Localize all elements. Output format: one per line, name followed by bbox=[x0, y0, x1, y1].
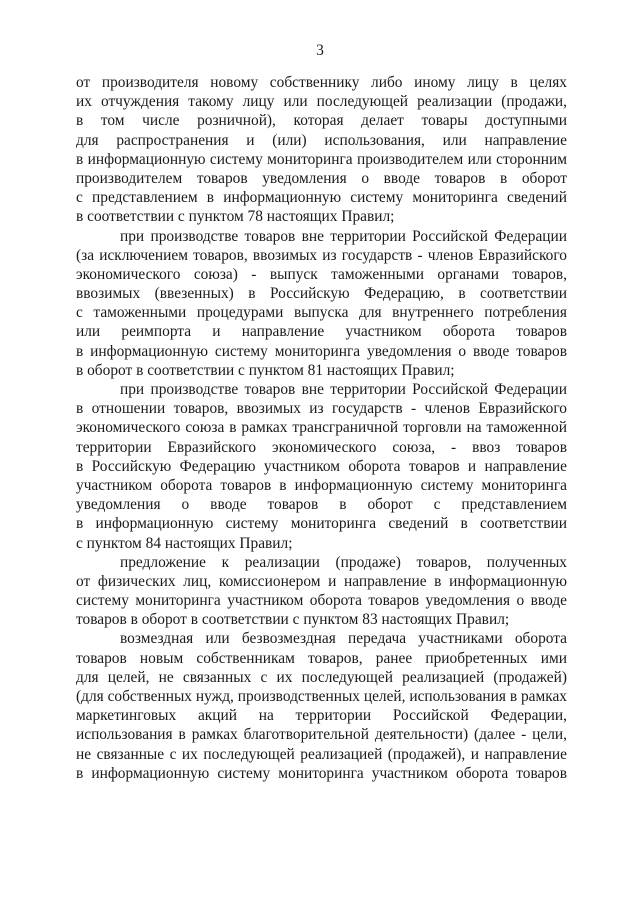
text-line: с таможенными процедурами выпуска для внутреннего потребления bbox=[76, 304, 567, 322]
text-line: в отношении товаров, ввозимых из государств - членов Евразийского bbox=[76, 400, 567, 418]
body-text bbox=[76, 73, 567, 783]
text-line: товаров новым собственникам товаров, ранее приобретенных ими bbox=[76, 649, 567, 667]
text-line: с пунктом 84 настоящих Правил; bbox=[76, 534, 293, 552]
text-line: в соответствии с пунктом 78 настоящих Правил; bbox=[76, 208, 395, 226]
text-line: уведомления о вводе товаров в оборот с представлением bbox=[76, 496, 567, 514]
text-line: товаров в оборот в соответствии с пунктом 83 настоящих Правил; bbox=[76, 611, 510, 629]
text-line: (для собственных нужд, производственных целей, использования в рамках bbox=[76, 688, 567, 705]
text-line: возмездная или безвозмездная передача участниками оборота bbox=[120, 630, 567, 648]
text-line: (за исключением товаров, ввозимых из государств - членов Евразийского bbox=[76, 246, 567, 264]
text-line: в информационную систему мониторинга сведений в соответствии bbox=[76, 515, 567, 533]
text-line: производителем товаров уведомления о вводе товаров в оборот bbox=[76, 169, 567, 187]
text-line: в информационную систему мониторинга уведомления о вводе товаров bbox=[76, 342, 567, 360]
text-line: ввозимых (ввезенных) в Российскую Федерацию, в соответствии bbox=[76, 285, 567, 303]
text-line: экономического союза) - выпуск таможенными органами товаров, bbox=[76, 265, 567, 283]
text-line: от физических лиц, комиссионером и направление в информационную bbox=[76, 572, 567, 590]
text-line: участником оборота товаров в информационную систему мониторинга bbox=[76, 476, 567, 494]
text-line: для целей, не связанных с их последующей реализацией (продажей) bbox=[76, 668, 567, 686]
text-line: предложение к реализации (продаже) товаров, полученных bbox=[120, 553, 567, 571]
text-line: территории Евразийского экономического союза, - ввоз товаров bbox=[76, 438, 567, 456]
text-line: систему мониторинга участником оборота товаров уведомления о вводе bbox=[76, 592, 567, 610]
text-line: в информационную систему мониторинга участником оборота товаров bbox=[76, 764, 567, 782]
text-line: или реимпорта и направление участником оборота товаров bbox=[76, 323, 567, 341]
text-line: в Российскую Федерацию участником оборота товаров и направление bbox=[76, 457, 567, 475]
text-line: использования в рамках благотворительной деятельности) (далее - цели, bbox=[76, 726, 567, 744]
text-line: экономического союза в рамках трансграничной торговли на таможенной bbox=[76, 419, 567, 437]
text-line: при производстве товаров вне территории Российской Федерации bbox=[120, 381, 567, 398]
text-line: в информационную систему мониторинга производителем или сторонним bbox=[76, 150, 567, 168]
text-line: для распространения и (или) использования, или направление bbox=[76, 131, 567, 149]
text-line: маркетинговых акций на территории Российской Федерации, bbox=[76, 707, 567, 725]
text-line: в том числе розничной), которая делает товары доступными bbox=[76, 112, 567, 130]
text-line: с представлением в информационную систему мониторинга сведений bbox=[76, 189, 567, 207]
text-line: при производстве товаров вне территории Российской Федерации bbox=[120, 227, 567, 245]
text-line: от производителя новому собственнику либо иному лицу в целях bbox=[76, 74, 567, 91]
text-line: в оборот в соответствии с пунктом 81 настоящих Правил; bbox=[76, 361, 455, 379]
page-number: 3 bbox=[316, 42, 324, 59]
text-line: их отчуждения такому лицу или последующей реализации (продажи, bbox=[76, 93, 567, 111]
text-line: не связанные с их последующей реализацией (продажей), и направление bbox=[76, 745, 567, 763]
